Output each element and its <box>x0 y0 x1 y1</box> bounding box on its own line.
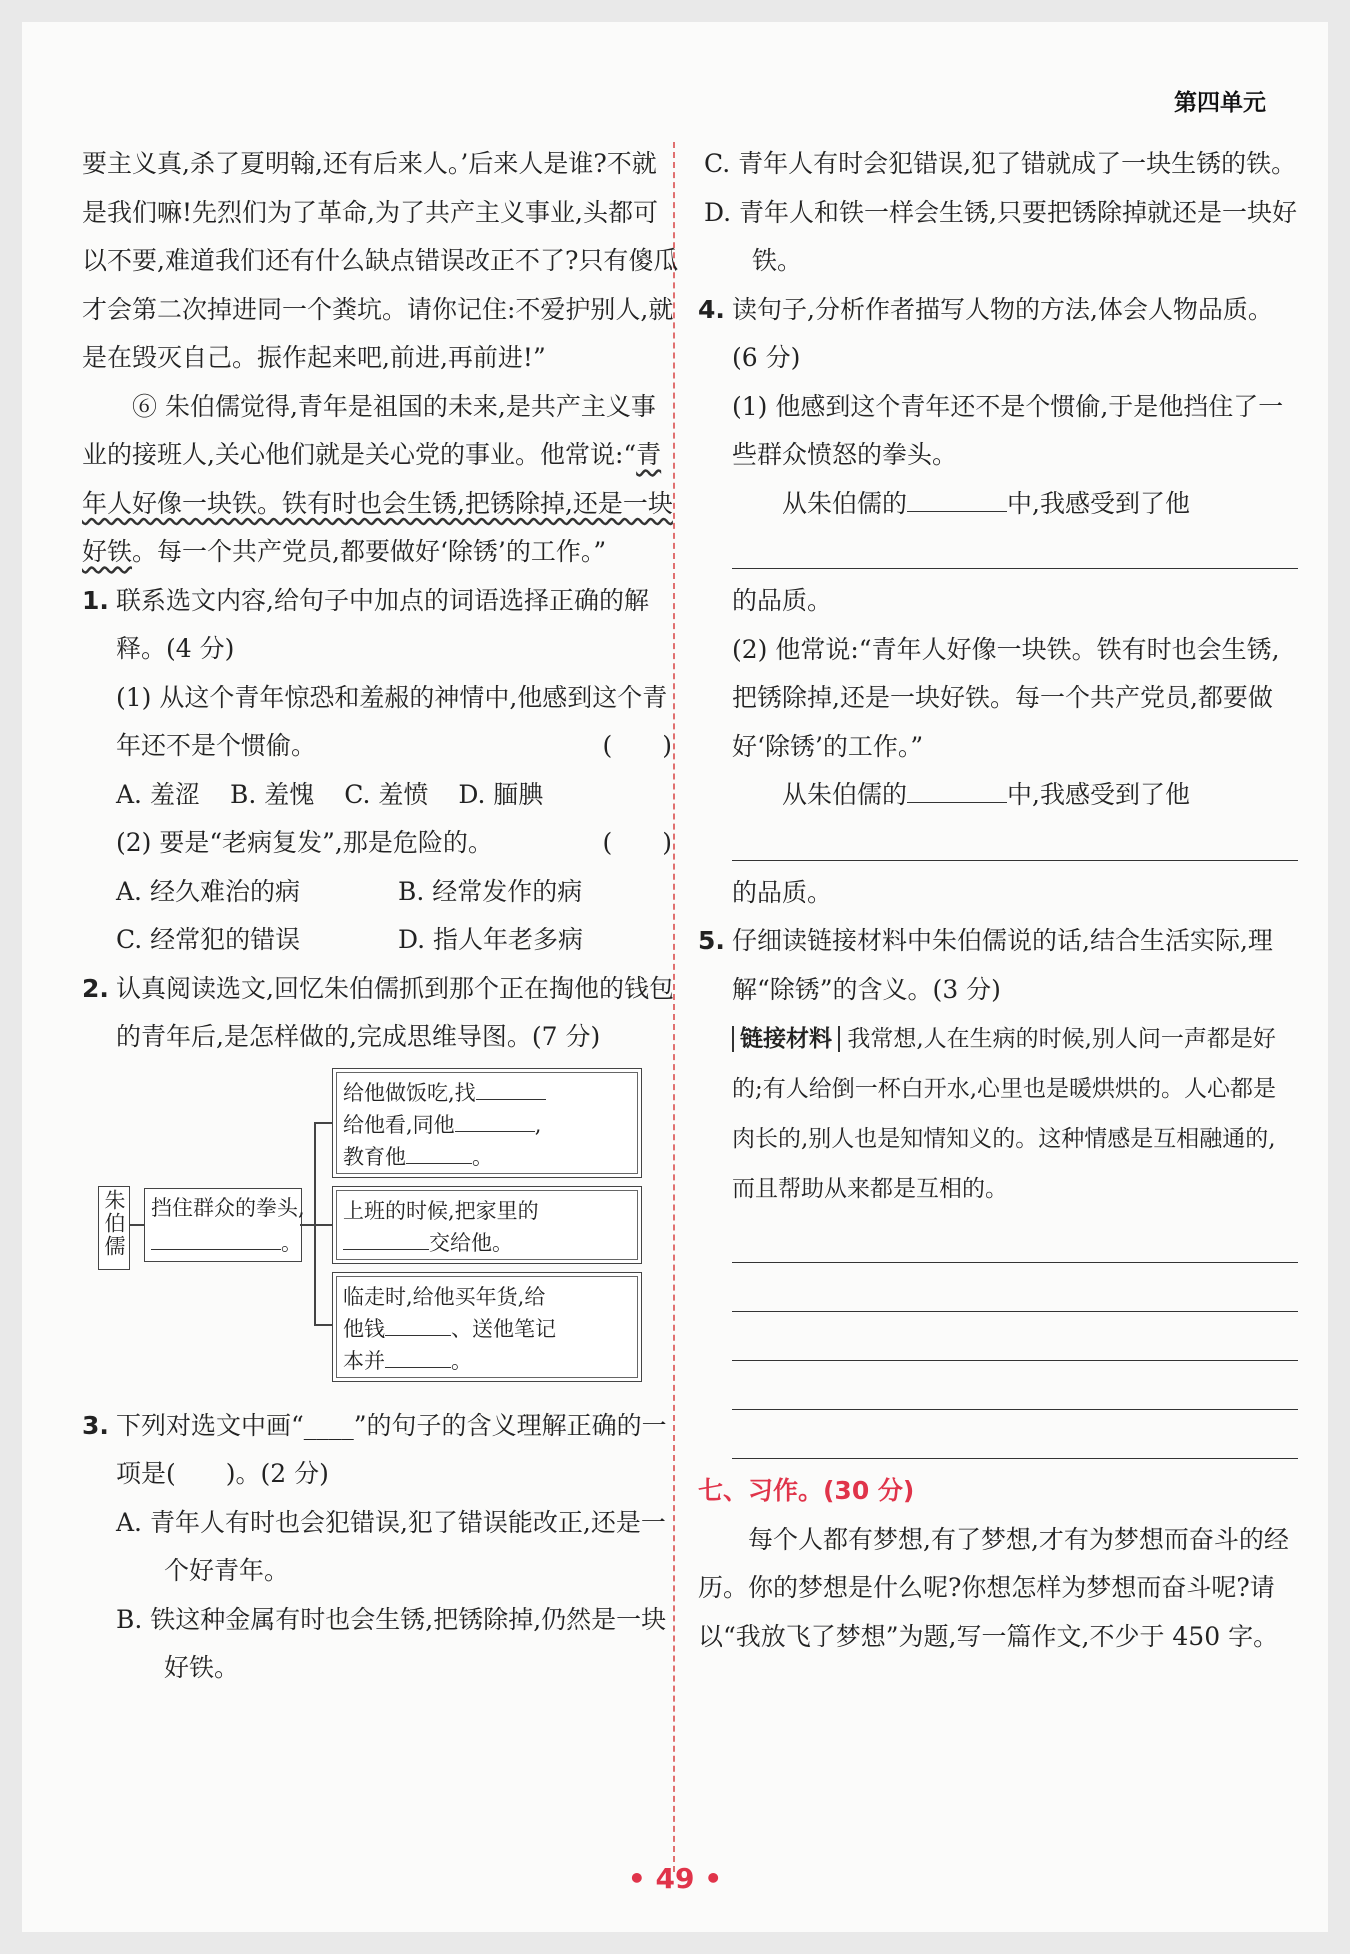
answer-line[interactable] <box>732 1320 1298 1361</box>
q3-option-a[interactable]: A. 青年人有时也会犯错误,犯了错误能改正,还是一个好青年。 <box>116 1507 666 1585</box>
question-3: 3. 下列对选文中画“____”的句子的含义理解正确的一项是( )。(2 分) <box>82 1402 680 1499</box>
option-c[interactable]: C. 羞愤 <box>344 779 429 809</box>
answer-paren[interactable]: ( ) <box>602 731 672 760</box>
mind-map-branch-3: 临走时,给他买年货,给 他钱 、送他笔记 本并 。 <box>332 1272 642 1382</box>
option-b[interactable]: B. 经常发作的病 <box>398 876 583 906</box>
workbook-page <box>22 22 1328 1932</box>
unit-title: 第四单元 <box>1174 90 1266 116</box>
passage-paragraph-5: 要主义真,杀了夏明翰,还有后来人。’后来人是谁?不就是我们嘛!先烈们为了革命,为了共产主义事业,头都可以不要,难道我们还有什么缺点错误改正不了?只有傻瓜才会第二次掉进同一个粪坑。请你记住:不爱护别人,就是在毁灭自己。振作起来吧,前进,再前进!” <box>82 149 679 372</box>
option-a[interactable]: A. 经久难治的病 <box>116 876 300 906</box>
option-b[interactable]: B. 羞愧 <box>229 779 315 809</box>
question-5: 5. 仔细读链接材料中朱伯儒说的话,结合生活实际,理解“除锈”的含义。(3 分) <box>698 917 1298 1014</box>
mind-map-branch-1: 给他做饭吃,找 给他看,同他 , 教育他 。 <box>332 1068 642 1178</box>
option-d[interactable]: D. 腼腆 <box>458 779 544 809</box>
q1-sub-1-options <box>116 771 680 820</box>
question-2-stem: 认真阅读选文,回忆朱伯儒抓到那个正在掏他的钱包的青年后,是怎样做的,完成思维导图。(7 分) <box>116 973 674 1051</box>
question-1-stem: 联系选文内容,给句子中加点的词语选择正确的解释。(4 分) <box>116 585 649 663</box>
q5-answer-area <box>698 1222 1298 1459</box>
blank[interactable] <box>455 1109 535 1132</box>
question-3-stem: 下列对选文中画“____”的句子的含义理解正确的一项是( )。(2 分) <box>116 1410 667 1488</box>
mind-map-root: 朱伯儒 <box>98 1186 130 1270</box>
answer-line[interactable] <box>732 820 1298 861</box>
left-column <box>82 140 680 1693</box>
link-material: 链接材料 我常想,人在生病的时候,别人问一声都是好的;有人给倒一杯白开水,心里也是暖烘烘的。人心都是肉长的,别人也是知情知义的。这种情感是互相融通的,而且帮助从来都是互相的。 <box>732 1026 1277 1202</box>
connector <box>314 1122 332 1124</box>
answer-line[interactable] <box>732 1271 1298 1312</box>
question-5-stem: 仔细读链接材料中朱伯儒说的话,结合生活实际,理解“除锈”的含义。(3 分) <box>732 926 1273 1004</box>
blank[interactable] <box>151 1225 281 1250</box>
blank[interactable] <box>343 1227 429 1250</box>
connector <box>130 1224 144 1226</box>
q3-option-c[interactable]: C. 青年人有时会犯错误,犯了错就成了一块生锈的铁。 <box>704 149 1297 178</box>
blank[interactable] <box>907 772 1007 803</box>
blank[interactable] <box>385 1345 451 1368</box>
q4-sub-1: (1) 他感到这个青年还不是个惯偷,于是他挡住了一些群众愤怒的拳头。 从朱伯儒的 中,我感受到了他 的品质。 (2) 他常说:“青年人好像一块铁。铁有时也会生锈,把锈除掉,还是一块好铁。每一个共产党员,都要做好‘除锈’的工作。” 从朱伯儒的 中,我感受到了他 的品质。 <box>698 383 1298 918</box>
blank[interactable] <box>476 1077 546 1100</box>
connector <box>314 1224 332 1226</box>
page-number: • 49 • <box>627 1862 723 1895</box>
underlined-sentence: 青年人好像一块铁。铁有时也会生锈,把锈除掉,还是一块好铁 <box>82 440 673 566</box>
question-1: 1. 联系选文内容,给句子中加点的词语选择正确的解释。(4 分) <box>82 577 680 674</box>
answer-line[interactable] <box>732 1369 1298 1410</box>
mind-map <box>82 1068 680 1398</box>
q3-option-b[interactable]: B. 铁这种金属有时也会生锈,把锈除掉,仍然是一块好铁。 <box>116 1604 667 1682</box>
blank[interactable] <box>385 1313 451 1336</box>
question-4-stem: 读句子,分析作者描写人物的方法,体会人物品质。(6 分) <box>732 294 1273 372</box>
option-c[interactable]: C. 经常犯的错误 <box>116 925 301 954</box>
option-d[interactable]: D. 指人年老多病 <box>398 925 584 954</box>
answer-line[interactable] <box>732 1222 1298 1263</box>
link-material-tag: 链接材料 <box>732 1026 840 1052</box>
mind-map-branch-2: 上班的时候,把家里的 交给他。 <box>332 1186 642 1264</box>
q1-sub-2-options-row1 <box>116 868 680 917</box>
connector <box>314 1324 332 1326</box>
q3-option-d[interactable]: D. 青年人和铁一样会生锈,只要把锈除掉就还是一块好铁。 <box>704 197 1297 275</box>
option-a[interactable]: A. 羞涩 <box>116 779 200 809</box>
right-column <box>698 140 1298 1661</box>
q1-sub-2-options-row2 <box>116 916 680 965</box>
q1-sub-1: (1) 从这个青年惊恐和羞赧的神情中,他感到这个青年还不是个惯偷。 ( ) A. 羞涩 B. 羞愧 C. 羞愤 D. 腼腆 (2) 要是“老病复发”,那是危险的。 ( ) A. 经久难治的病 B. 经常发作的病 C. 经常犯的错误 D. 指人年老多病 <box>82 674 680 965</box>
answer-line[interactable] <box>732 1418 1298 1459</box>
section-7-heading: 七、习作。(30 分) <box>698 1476 915 1505</box>
blank[interactable] <box>406 1141 472 1164</box>
writing-prompt: 每个人都有梦想,有了梦想,才有为梦想而奋斗的经历。你的梦想是什么呢?你想怎样为梦想而奋斗呢?请以“我放飞了梦想”为题,写一篇作文,不少于 450 字。 <box>698 1524 1289 1651</box>
mind-map-center: 挡住群众的拳头, 。 <box>144 1188 302 1262</box>
question-2: 2. 认真阅读选文,回忆朱伯儒抓到那个正在掏他的钱包的青年后,是怎样做的,完成思维导图。(7 分) <box>82 965 680 1062</box>
blank[interactable] <box>907 481 1007 512</box>
passage-paragraph-6: ⑥ 朱伯儒觉得,青年是祖国的未来,是共产主义事业的接班人,关心他们就是关心党的事业。他常说:“青年人好像一块铁。铁有时也会生锈,把锈除掉,还是一块好铁。每一个共产党员,都要做好‘除锈’的工作。” <box>82 391 673 566</box>
answer-line[interactable] <box>732 528 1298 569</box>
connector <box>300 1224 314 1226</box>
question-4: 4. 读句子,分析作者描写人物的方法,体会人物品质。(6 分) <box>698 286 1298 383</box>
answer-paren[interactable]: ( ) <box>602 828 672 857</box>
